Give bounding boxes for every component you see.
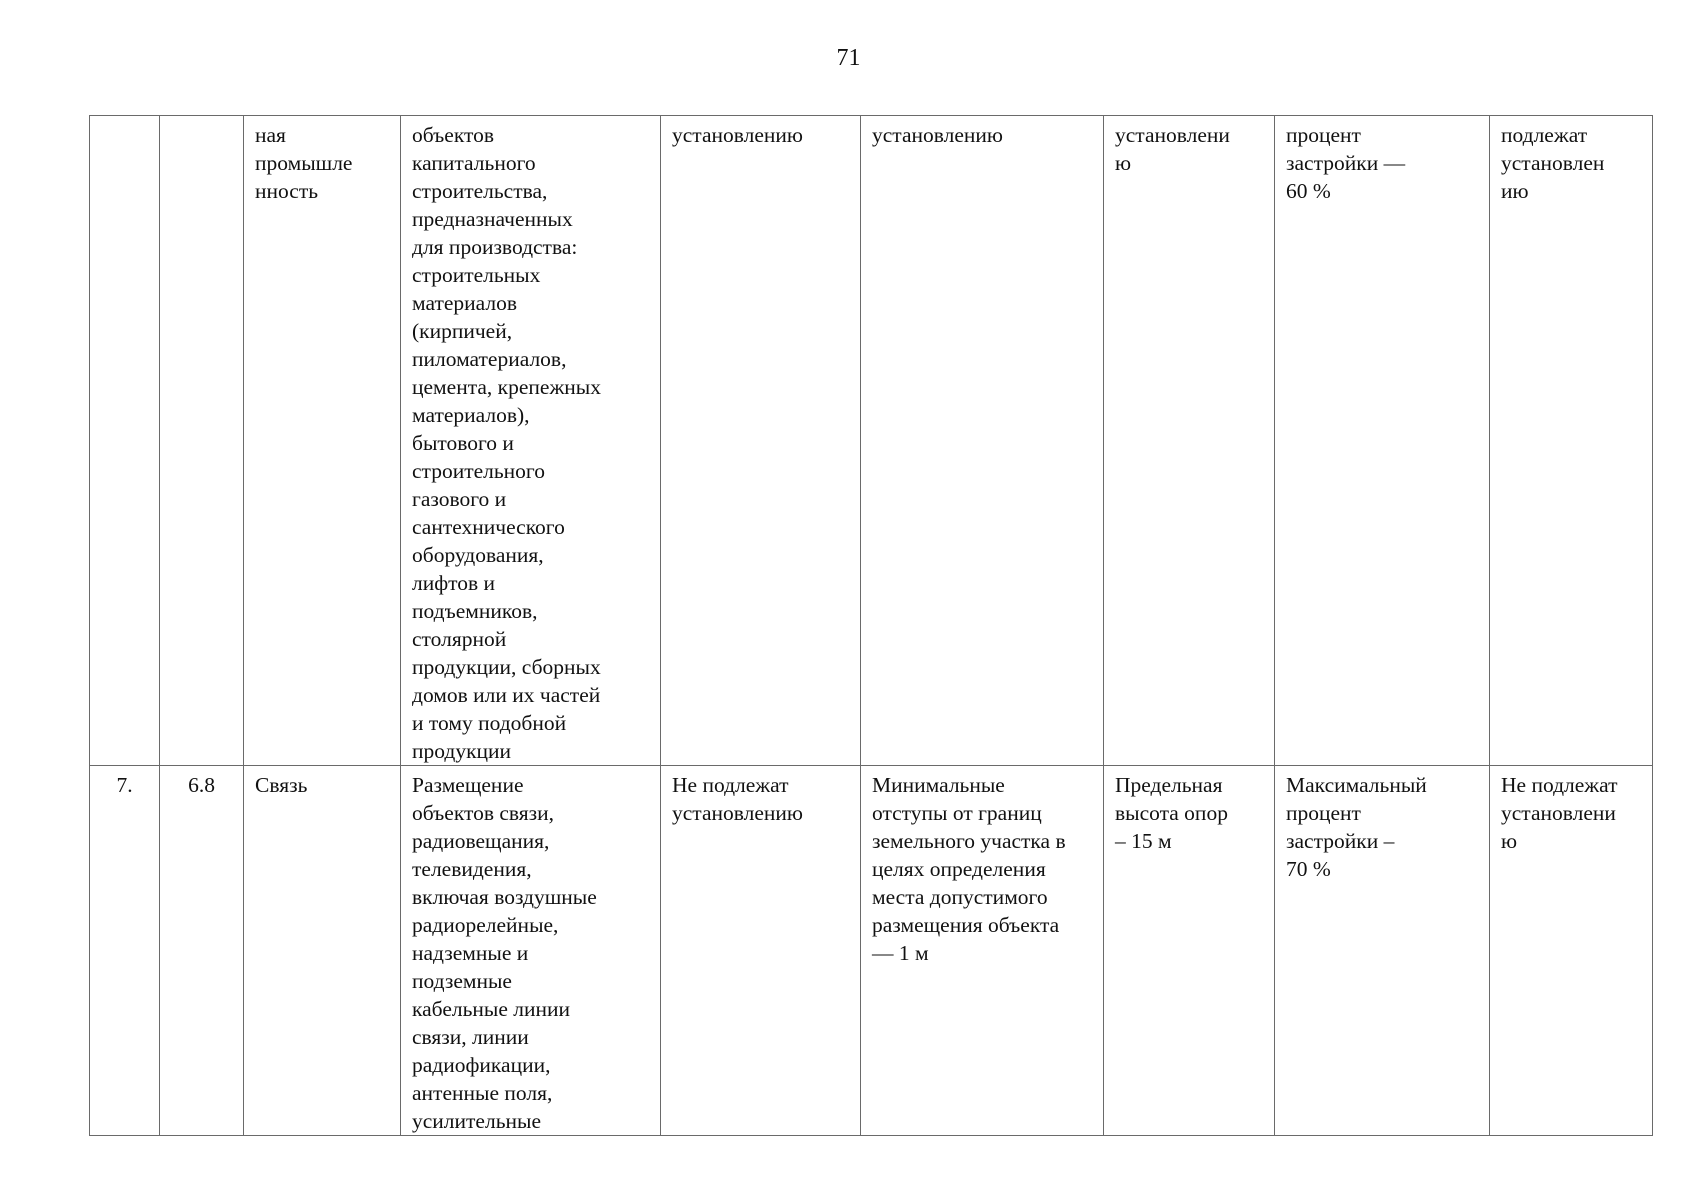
cell-code: 6.8 <box>160 766 244 1136</box>
cell-use-description: объектов капитального строительства, предназначенных для производства: строительных материалов (кирпичей, пиломатериалов, цемента, крепежных материалов), бытового и строительного газового и сантехнического оборудования, лифтов и подъемников, столярной продукции, сборных домов или их частей и тому подобной продукции <box>401 116 661 766</box>
cell-other-params: подлежат установлен ию <box>1490 116 1653 766</box>
cell-code <box>160 116 244 766</box>
cell-building-percent: процент застройки — 60 % <box>1275 116 1490 766</box>
cell-setbacks: установлению <box>861 116 1104 766</box>
cell-number <box>90 116 160 766</box>
table-row <box>90 766 1653 1136</box>
cell-number: 7. <box>90 766 160 1136</box>
regulations-table <box>89 115 1653 1136</box>
cell-use-name: ная промышле нность <box>244 116 401 766</box>
cell-plot-size: Не подлежат установлению <box>661 766 861 1136</box>
cell-building-percent: Максимальный процент застройки – 70 % <box>1275 766 1490 1136</box>
page-number: 71 <box>836 45 861 71</box>
cell-use-name: Связь <box>244 766 401 1136</box>
cell-setbacks: Минимальные отступы от границ земельного участка в целях определения места допустимого размещения объекта — 1 м <box>861 766 1104 1136</box>
cell-height-limit: Предельная высота опор – 15 м <box>1104 766 1275 1136</box>
cell-use-description: Размещение объектов связи, радиовещания, телевидения, включая воздушные радиорелейные, надземные и подземные кабельные линии связи, линии радиофикации, антенные поля, усилительные <box>401 766 661 1136</box>
cell-plot-size: установлению <box>661 116 861 766</box>
cell-height-limit: установлени ю <box>1104 116 1275 766</box>
table-row <box>90 116 1653 766</box>
cell-other-params: Не подлежат установлени ю <box>1490 766 1653 1136</box>
